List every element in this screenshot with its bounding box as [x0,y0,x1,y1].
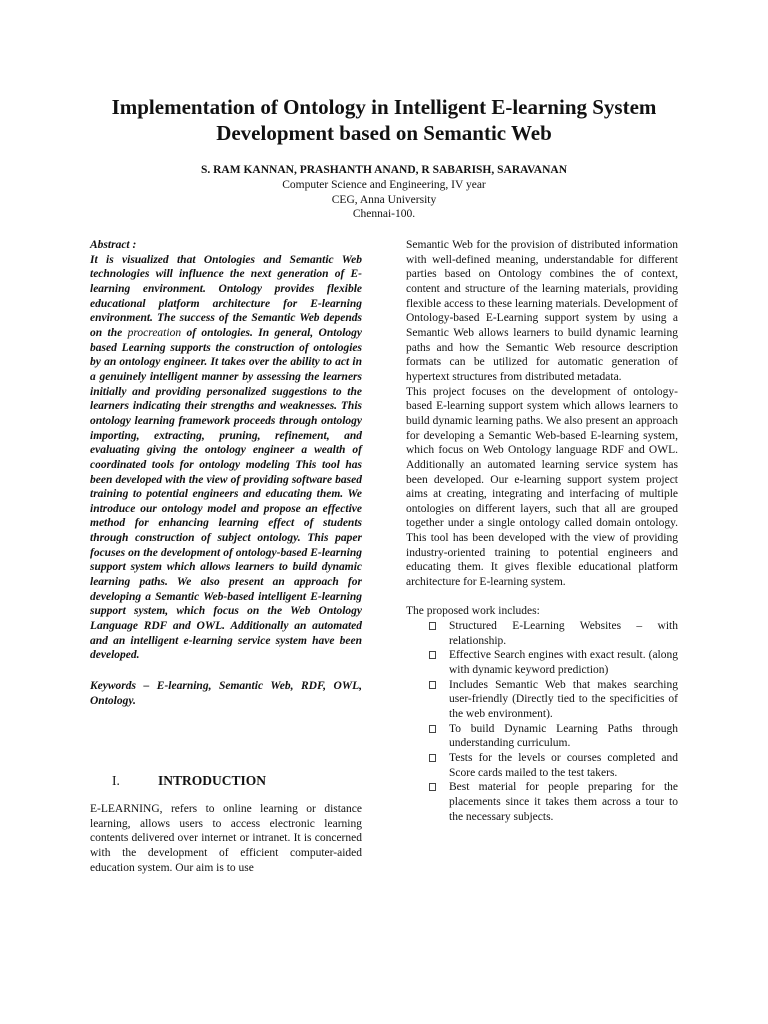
abstract-text [90,253,362,663]
list-item [406,751,678,780]
paper-title [60,94,708,146]
list-item-text: Structured E-Learning Websites – with relationship. [449,620,678,647]
affiliation-line-3: Chennai-100. [352,208,416,220]
list-item-text: Tests for the levels or courses completed and Score cards mailed to the test takers. [449,751,678,779]
bullet-box-icon [429,783,436,791]
bullet-box-icon [429,681,436,689]
bullet-box-icon [429,725,436,733]
left-column [90,238,362,875]
affiliation-line-2: CEG, Anna University [331,193,437,206]
title-line-2: Development based on Semantic Web [216,121,552,145]
list-item-text: Best material for people preparing for the placements since it takes them across a tour to the necessary subjects. [449,781,678,823]
abstract-plain-word: procreation [127,326,182,339]
list-item-text: To build Dynamic Learning Paths through understanding curriculum. [449,722,678,750]
abstract-text-part-1: It is visualized that Ontologies and Semantic Web technologies will influence the next generation of E-learning environment. Ontology provides flexible educational platform architecture for E-learning environment. The success of the Semantic Web depends on the [90,253,362,339]
proposed-work-list [406,619,678,824]
right-column [406,238,678,824]
affiliation-line-1: Computer Science and Engineering, IV year [282,179,486,191]
list-item [406,678,678,722]
introduction-paragraph: E-LEARNING, refers to online learning or distance learning, allows users to access electronic learning contents delivered over internet or intranet. It is concerned with the development of efficient computer-aided education system. Our aim is to use [90,803,362,874]
bullet-box-icon [429,622,436,630]
list-item [406,722,678,751]
list-item [406,780,678,824]
bullet-box-icon [429,754,436,762]
paragraph-spacer [406,590,678,605]
right-paragraph-1: Semantic Web for the provision of distributed information with well-defined meaning, understandable for different parties based on Ontology combines the of context, content and structure of the learning materials, providing flexible access to these learning materials. Development of Ontology-based E-Learning support system by using a Semantic Web allows learners to build dynamic learning paths and how the Semantic Web resource description formats can be utilized for automatic generation of hypertext structures from distributed metadata. [406,239,678,383]
right-paragraph-2: This project focuses on the development of ontology-based E-learning support system which allows learners to build dynamic learning paths. We also present an approach for developing a Semantic Web-based E-learning system, which focus on Web Ontology language RDF and OWL. Additionally an automated learning service system has been developed. Our e-learning support system project aims at creating, integrating and interfacing of multiple ontologies on different layers, such that all are grouped together under a single ontology called domain ontology. This tool has been developed with the view of providing industry-oriented training to potential engineers and educating them. It gives flexible educational platform architecture for E-learning system. [406,385,678,589]
list-item [406,619,678,648]
abstract-heading: Abstract : [90,239,137,251]
section-heading-introduction [90,774,362,789]
section-title: INTRODUCTION [158,773,267,789]
bullet-box-icon [429,651,436,659]
title-line-1: Implementation of Ontology in Intelligent E-learning System [111,95,657,119]
author-list: S. RAM KANNAN, PRASHANTH ANAND, R SABARISH, SARAVANAN [200,164,568,176]
affiliation [60,178,708,222]
list-item [406,648,678,677]
section-number: I. [112,773,120,789]
list-intro: The proposed work includes: [406,605,540,618]
list-item-text: Includes Semantic Web that makes searching user-friendly (Directly tied to the specificities of the web environment). [449,678,678,720]
abstract-text-part-2: of ontologies. In general, Ontology based Learning supports the construction of ontologies by an ontology engineer. It takes over the ability to act in a genuinely intelligent manner by assessing the learners initially and providing personalized suggestions to the learners indicating their strengths and weaknesses. This ontology learning framework proceeds through ontology importing, extracting, pruning, refinement, and evaluating giving the ontology engineer a wealth of coordinated tools for ontology modeling This tool has been developed with the view of providing software based training to potential engineers and educating them. We introduce our ontology model and propose an effective method for enhancing learning effect of students through construction of subject ontology. This paper focuses on the development of ontology-based E-learning support system which allows learners to build dynamic learning paths. We also present an approach for developing a Semantic Web-based intelligent E-learning support system, which focus on the Web Ontology Language RDF and OWL. Additionally an automated and an intelligent e-learning service system have been developed. [90,326,363,662]
keywords: Keywords – E-learning, Semantic Web, RDF, OWL, Ontology. [90,680,362,707]
list-item-text: Effective Search engines with exact result. (along with dynamic keyword prediction) [449,649,678,677]
